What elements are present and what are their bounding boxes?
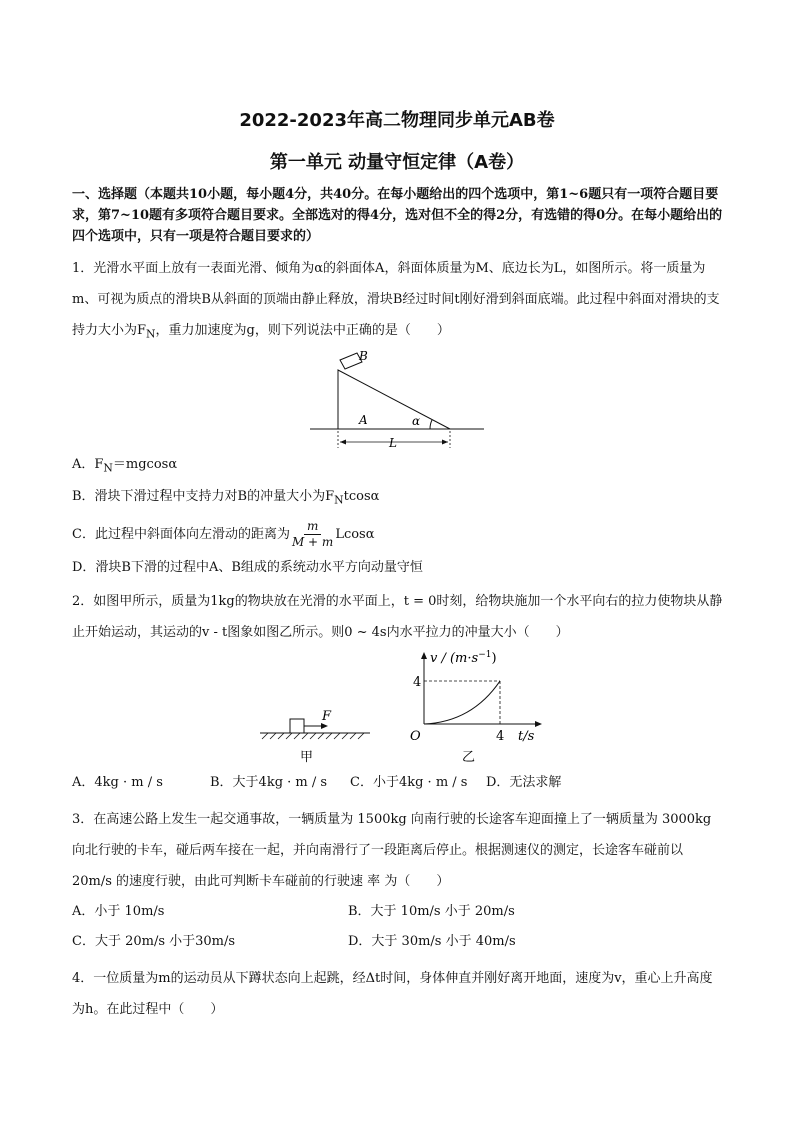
unit-title: 第一单元 动量守恒定律（A卷） <box>269 152 525 173</box>
label-f: F <box>322 708 332 724</box>
caption-yi: 乙 <box>462 749 476 765</box>
question-3-option-a[interactable]: A．小于 10m/s <box>72 903 165 919</box>
label-alpha: α <box>412 413 421 428</box>
exam-content <box>72 184 724 1025</box>
question-1-option-d[interactable] <box>72 557 724 579</box>
question-2-option-d[interactable]: D．无法求解 <box>486 774 562 790</box>
label-b: B <box>359 349 368 363</box>
t-tick-4: 4 <box>496 728 505 744</box>
option-b-tail: tcosα <box>343 489 380 505</box>
origin-label: O <box>410 728 421 744</box>
option-c-fraction <box>292 519 333 550</box>
question-3-stem: 3．在高速公路上发生一起交通事故，一辆质量为 1500kg 向南行驶的长途客车迎面撞上了一辆质量为 3000kg 向北行驶的卡车，碰后两车接在一起，并向南滑行了一段距离后停止。根据测速仪的测定，长途客车碰前以 20m/s 的速度行驶，由此可判断卡车碰前的行驶速 率 为（ ） <box>72 811 712 889</box>
vt-curve <box>424 681 500 724</box>
option-a-text: A．F <box>72 456 104 472</box>
section-heading: 一、选择题（本题共10小题，每小题4分，共40分。在每小题给出的四个选项中，第1~6题只有一项符合题目要求，第7~10题有多项符合题目要求。全部选对的得4分，选对但不全的得2分，有选错的得0分。在每小题给出的四个选项中，只有一项是符合题目要求的） <box>72 187 723 244</box>
option-c-text: C．此过程中斜面体向左滑动的距离为 <box>72 526 290 542</box>
label-a: A <box>359 412 368 427</box>
incline-diagram <box>72 350 724 450</box>
question-4-stem: 4．一位质量为m的运动员从下蹲状态向上起跳，经Δt时间，身体伸直并刚好离开地面，速度为v，重心上升高度为h。在此过程中（ ） <box>72 970 713 1017</box>
question-1 <box>72 253 724 350</box>
t-axis-label: t/s <box>518 728 535 744</box>
question-2-option-a[interactable]: A．4kg · m / s <box>72 774 163 790</box>
exam-title: 2022-2023年高二物理同步单元AB卷 <box>239 110 555 131</box>
v-axis-label: $v / (m\cdot s^{-1})$ <box>430 649 497 666</box>
option-a-tail: ＝mgcosα <box>112 456 178 472</box>
option-a-sub: N <box>103 461 113 475</box>
surface-hatching <box>262 733 364 739</box>
question-2-option-b[interactable]: B．大于4kg · m / s <box>210 774 328 790</box>
question-1-option-c[interactable] <box>72 519 724 550</box>
t-axis-arrow <box>535 721 542 727</box>
question-1-stem-tail: ，重力加速度为g，则下列说法中正确的是（ ） <box>155 323 450 338</box>
caption-jia: 甲 <box>300 749 314 765</box>
option-b-text: B．滑块下滑过程中支持力对B的冲量大小为F <box>72 489 335 505</box>
question-4 <box>72 963 724 1025</box>
question-1-option-b[interactable] <box>72 486 724 512</box>
question-3-option-c[interactable]: C．大于 20m/s 小于30m/s <box>72 933 236 949</box>
question-2-options <box>72 768 724 798</box>
question-1-stem: 1．光滑水平面上放有一表面光滑、倾角为α的斜面体A，斜面体质量为M、底边长为L，如图所示。将一质量为m、可视为质点的滑块B从斜面的顶端由静止释放，滑块B经过时间t刚好滑到斜面底端。此过程中斜面对滑块的支持力大小为F <box>72 261 720 338</box>
fraction-denominator: M + m <box>291 534 334 549</box>
option-c-tail: Lcosα <box>335 526 375 542</box>
question-2-stem: 2．如图甲所示，质量为1kg的物块放在光滑的水平面上，t = 0时刻，给物块施加一个水平向右的拉力使物块从静止开始运动，其运动的v - t图象如图乙所示。则0 ~ 4s内水平拉力的冲量大小（ ） <box>72 593 723 640</box>
dim-arrow-left <box>340 439 346 444</box>
question-1-figure <box>72 350 724 450</box>
question-1-option-a[interactable] <box>72 454 724 480</box>
question-2 <box>72 586 724 648</box>
question-2-figure <box>72 648 724 768</box>
wedge-a <box>338 370 450 429</box>
question-3-option-d[interactable]: D．大于 30m/s 小于 40m/s <box>348 933 516 949</box>
vt-diagram <box>72 648 724 768</box>
v-tick-4: 4 <box>413 674 422 690</box>
angle-arc <box>430 420 432 429</box>
question-3 <box>72 804 724 897</box>
question-1-stem-sub: N <box>146 327 156 341</box>
option-b-sub: N <box>334 493 344 507</box>
option-d-text: D．滑块B下滑的过程中A、B组成的系统动水平方向动量守恒 <box>72 559 423 575</box>
dim-arrow-right <box>442 439 448 444</box>
v-axis-arrow <box>421 652 427 659</box>
question-3-option-b[interactable]: B．大于 10m/s 小于 20m/s <box>348 903 515 919</box>
fraction-numerator: m <box>304 519 321 535</box>
label-l: L <box>389 435 397 450</box>
question-2-option-c[interactable]: C．小于4kg · m / s <box>350 774 468 790</box>
question-3-options-row2 <box>72 927 724 957</box>
question-3-options-row1 <box>72 897 724 927</box>
block <box>290 719 304 733</box>
